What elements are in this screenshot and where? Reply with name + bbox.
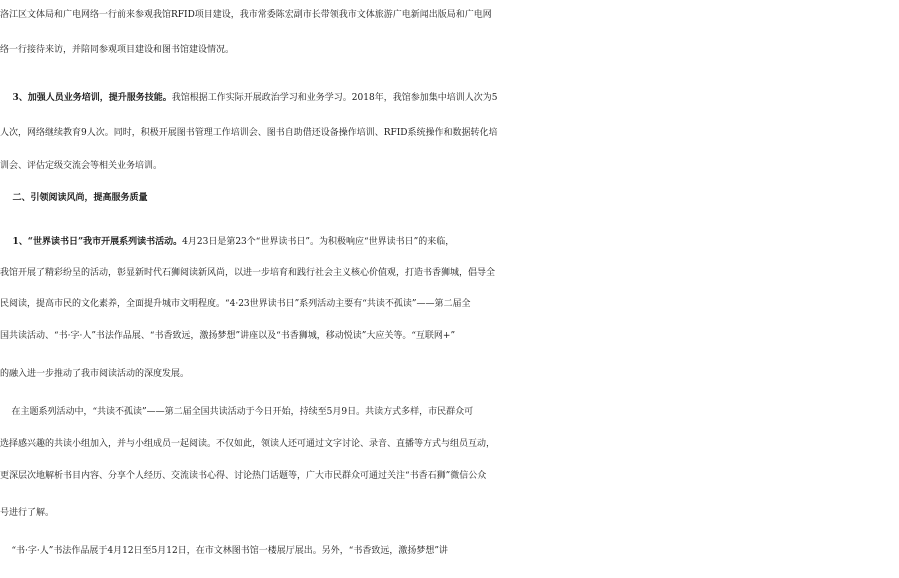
text-line — [0, 431, 899, 457]
chapter-heading: 二、引领阅读风尚，提高服务质量 — [0, 193, 148, 203]
section-line — [0, 229, 899, 255]
text-segment: 的融入进一步推动了我市阅读活动的深度发展。 — [0, 369, 190, 379]
text-line — [0, 399, 899, 425]
section-heading: 3、加强人员业务培训，提升服务技能。 — [0, 93, 172, 103]
text-line — [0, 37, 899, 63]
text-segment: 洛江区文体局和广电网络一行前来参观我馆RFID项目建设，我市常委陈宏副市长带领我市文体旅游广电新闻出版局和广电网 — [0, 10, 492, 20]
text-segment: 我馆根据工作实际开展政治学习和业务学习。2018年，我馆参加集中培训人次为5 — [171, 93, 498, 103]
text-segment: 在主题系列活动中，“共读不孤读”——第二届全国共读活动于今日开始，持续至5月9日。共读方式多样，市民群众可 — [0, 407, 474, 417]
text-line — [0, 538, 899, 564]
text-segment: 更深层次地解析书目内容、分享个人经历、交流读书心得、讨论热门话题等，广大市民群众可通过关注“书香石狮”微信公众 — [0, 471, 487, 481]
text-line — [0, 323, 899, 349]
text-line — [0, 2, 899, 28]
text-line — [0, 120, 899, 146]
text-line — [0, 500, 899, 526]
text-line — [0, 291, 899, 317]
text-segment: 训会、评估定级交流会等相关业务培训。 — [0, 161, 163, 171]
text-segment: 我馆开展了精彩纷呈的活动，彰显新时代石狮阅读新风尚，以进一步培育和践行社会主义核心价值观，打造书香狮城，倡导全 — [0, 268, 496, 278]
text-line — [0, 463, 899, 489]
text-segment: 络一行接待来访，并陪同参观项目建设和图书馆建设情况。 — [0, 45, 235, 55]
text-line — [0, 153, 899, 179]
text-segment: 民阅读，提高市民的文化素养，全面提升城市文明程度。“4·23世界读书日”系列活动主要有“共读不孤读”——第二届全 — [0, 299, 471, 309]
text-line — [0, 260, 899, 286]
section-line — [0, 85, 899, 111]
text-segment: 4月23日是第23个“世界读书日”。为积极响应“世界读书日”的来临， — [182, 237, 455, 247]
text-segment: 国共读活动、“书·字·人”书法作品展、“书香致远，激扬梦想”讲座以及“书香狮城，移动悦读”大应关等。“互联网+” — [0, 331, 456, 341]
chapter-heading-line — [0, 185, 899, 211]
text-segment: 选择感兴趣的共读小组加入，并与小组成员一起阅读。不仅如此，领读人还可通过文字讨论、录音、直播等方式与组员互动， — [0, 439, 496, 449]
text-segment: 人次，网络继续教育9人次。同时，积极开展图书管理工作培训会、图书自助借还设备操作培训、RFID系统操作和数据转化培 — [0, 128, 498, 138]
text-segment: 号进行了解。 — [0, 508, 55, 518]
section-heading: 1、“世界读书日”我市开展系列读书活动。 — [0, 237, 183, 247]
text-segment: “书·字·人”书法作品展于4月12日至5月12日，在市文林图书馆一楼展厅展出。另外，“书香致远，激扬梦想”讲 — [0, 546, 448, 556]
text-line — [0, 361, 899, 387]
